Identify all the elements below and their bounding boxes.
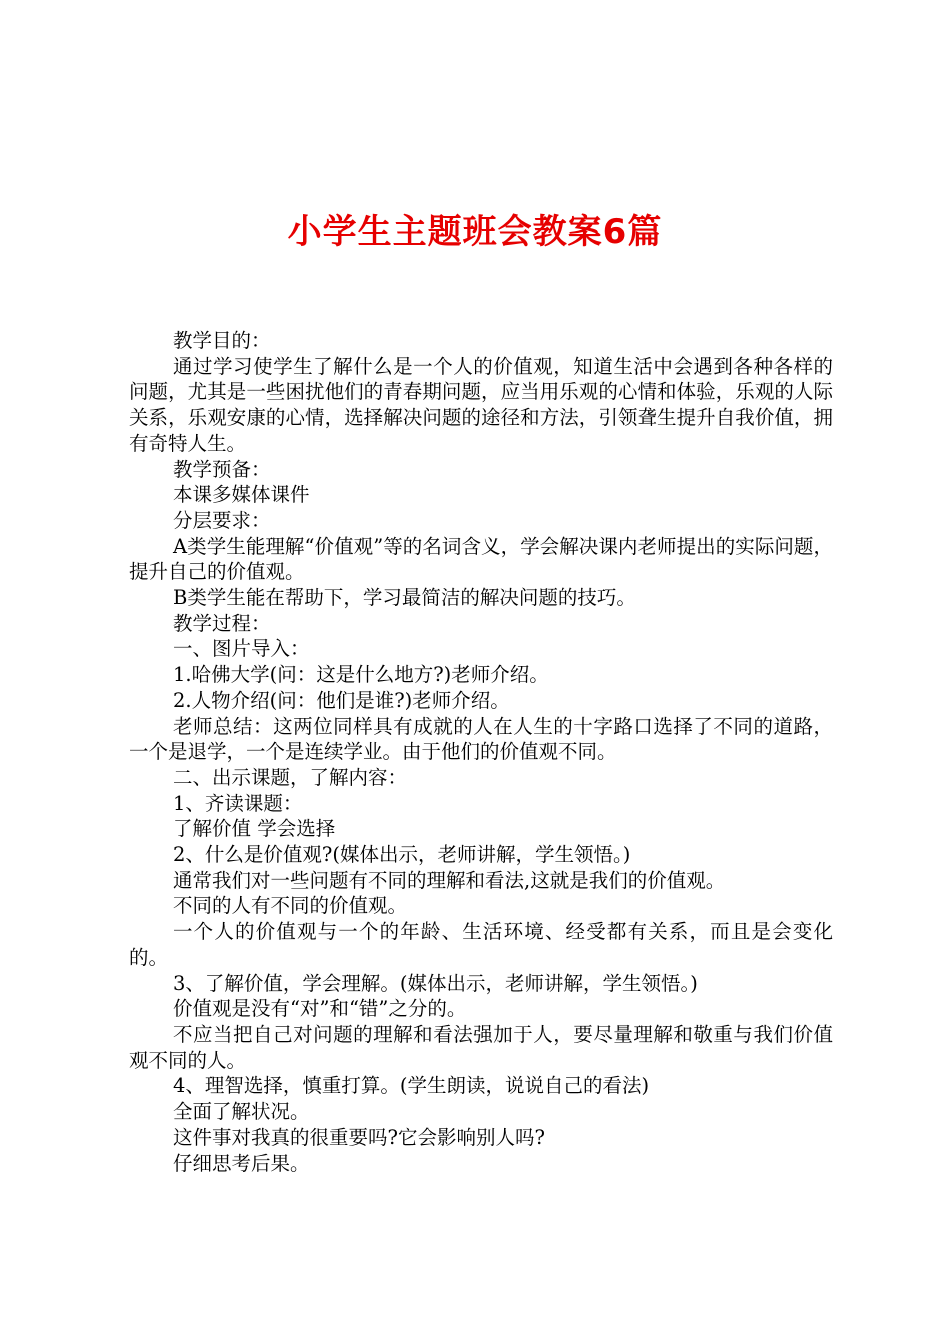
paragraph-section-two: 二、出示课题，了解内容： xyxy=(173,765,408,789)
document-body xyxy=(129,328,833,1176)
paragraph-item-2: 2.人物介绍(问：他们是谁?)老师介绍。 xyxy=(173,688,510,712)
paragraph-preparation-heading: 教学预备： xyxy=(173,457,271,481)
paragraph-requirement-b: B类学生能在帮助下，学习最简洁的解决问题的技巧。 xyxy=(173,586,636,610)
paragraph-what-is-value: 2、什么是价值观?(媒体出示，老师讲解，学生领悟。) xyxy=(173,843,631,867)
paragraph-process-heading: 教学过程： xyxy=(173,611,271,635)
paragraph-read-topic: 1、齐读课题： xyxy=(173,791,303,815)
paragraph-preparation: 本课多媒体课件 xyxy=(173,483,310,507)
paragraph-teacher-summary: 老师总结：这两位同样具有成就的人在人生的十字路口选择了不同的道路，一个是退学，一个是连续学业。由于他们的价值观不同。 xyxy=(129,714,833,764)
paragraph-value-factors: 一个人的价值观与一个的年龄、生活环境、经受都有关系，而且是会变化的。 xyxy=(129,920,833,969)
paragraph-topic: 了解价值 学会选择 xyxy=(173,817,336,841)
paragraph-respect-others: 不应当把自己对问题的理解和看法强加于人，要尽量理解和敬重与我们价值观不同的人。 xyxy=(129,1022,833,1072)
paragraph-requirement-a: A类学生能理解“价值观”等的名词含义，学会解决课内老师提出的实际问题，提升自己的价值观。 xyxy=(129,534,833,584)
paragraph-different-values: 不同的人有不同的价值观。 xyxy=(173,894,408,918)
paragraph-know-situation: 全面了解状况。 xyxy=(173,1100,310,1124)
paragraph-wise-choice: 4、理智选择，慎重打算。(学生朗读，说说自己的看法) xyxy=(173,1074,650,1098)
paragraph-teaching-goal-heading: 教学目的： xyxy=(173,329,271,352)
paragraph-no-right-wrong: 价值观是没有“对”和“错”之分的。 xyxy=(173,997,467,1021)
paragraph-item-1: 1.哈佛大学(问：这是什么地方?)老师介绍。 xyxy=(173,663,549,687)
paragraph-teaching-goal: 通过学习使学生了解什么是一个人的价值观，知道生活中会遇到各种各样的问题，尤其是一些困扰他们的青春期问题，应当用乐观的心情和体验，乐观的人际关系，乐观安康的心情，选择解决问题的途径和方法，引领聋生提升自我价值，拥有奇特人生。 xyxy=(129,354,833,455)
document-title: 小学生主题班会教案6篇 xyxy=(287,212,663,252)
paragraph-value-definition: 通常我们对一些问题有不同的理解和看法,这就是我们的价值观。 xyxy=(173,868,726,892)
paragraph-understand-value: 3、了解价值，学会理解。(媒体出示，老师讲解，学生领悟。) xyxy=(173,971,698,995)
paragraph-consequences: 仔细思考后果。 xyxy=(173,1151,310,1175)
paragraph-section-one: 一、图片导入： xyxy=(173,637,310,661)
paragraph-requirements-heading: 分层要求： xyxy=(173,508,271,532)
paragraph-question: 这件事对我真的很重要吗?它会影响别人吗? xyxy=(173,1125,545,1149)
